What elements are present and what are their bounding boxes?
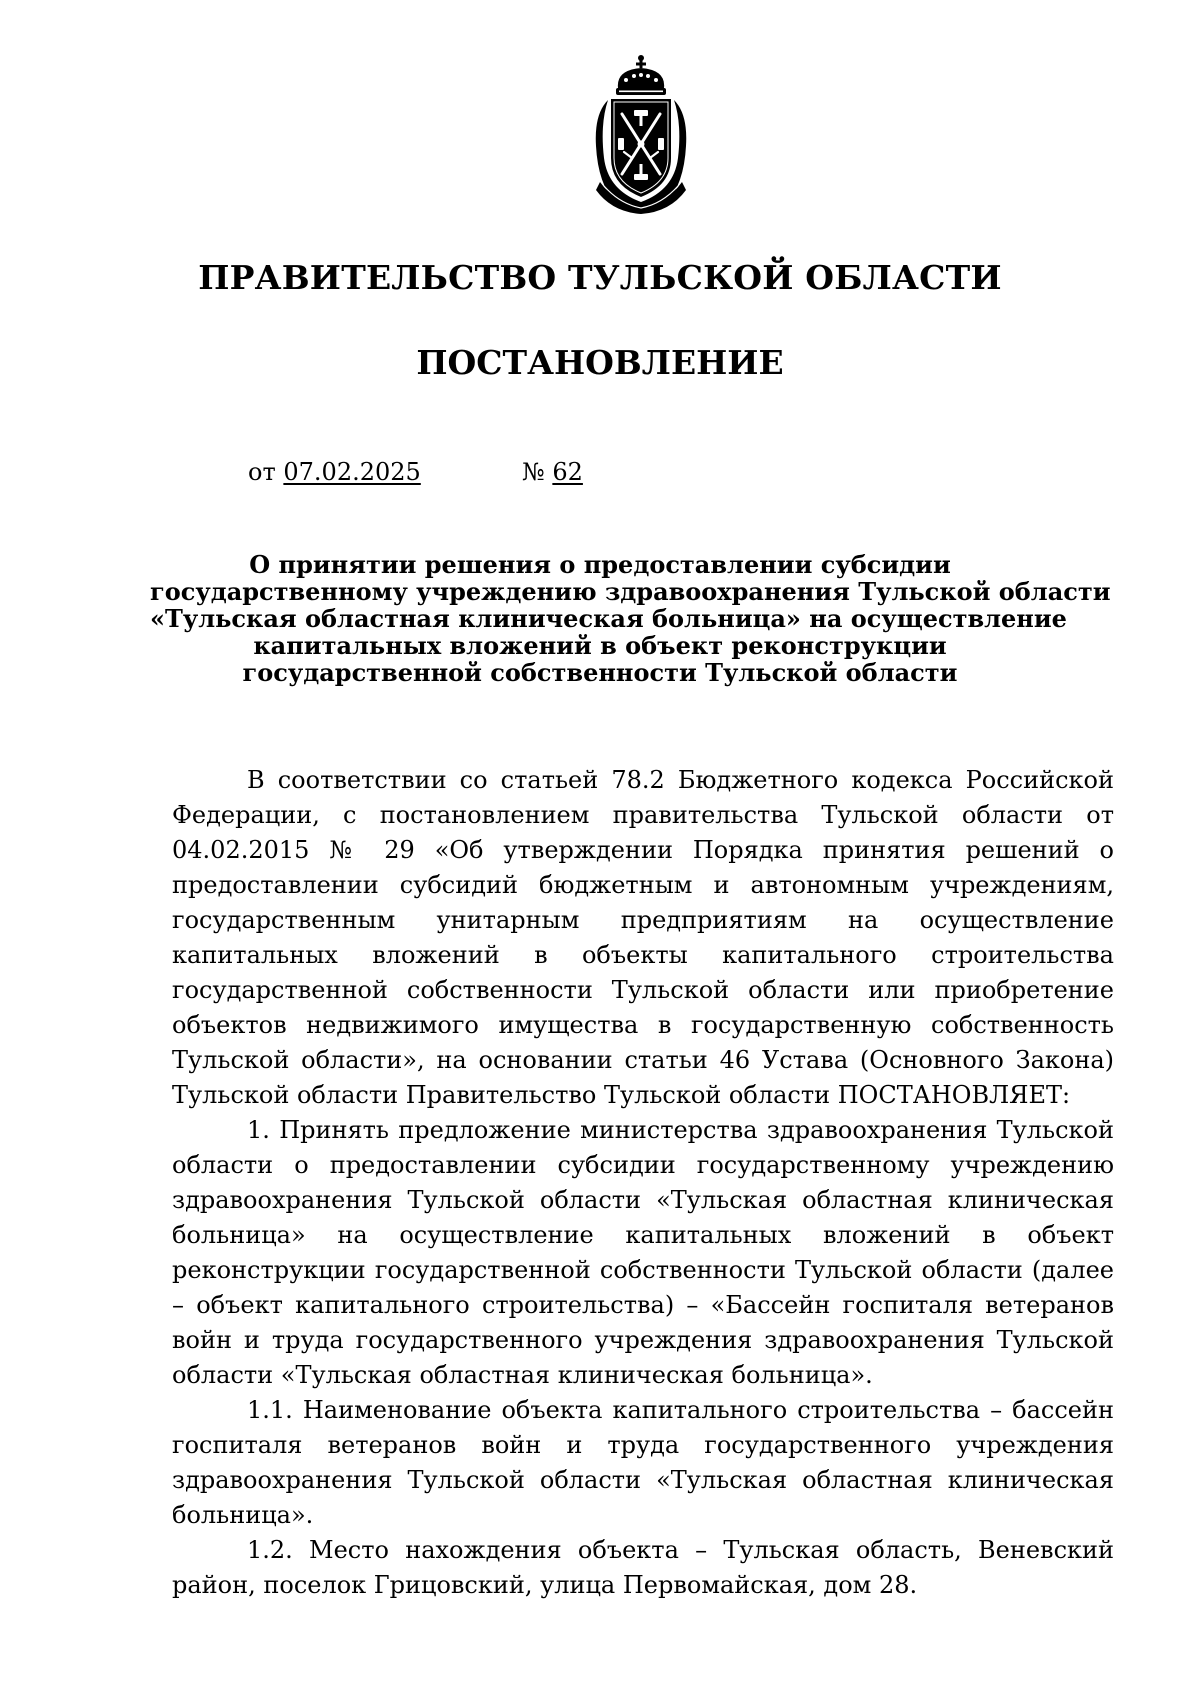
document-number [522, 458, 583, 486]
heading-line: О принятии решения о предоставлении субсидии [249, 550, 951, 579]
document-type: ПОСТАНОВЛЕНИЕ [416, 343, 784, 382]
government-title: ПРАВИТЕЛЬСТВО ТУЛЬСКОЙ ОБЛАСТИ [198, 258, 1002, 297]
heading-line: государственной собственности Тульской области [242, 658, 958, 687]
document-heading [150, 550, 1111, 687]
clause-1-1-paragraph: 1.1. Наименование объекта капитального строительства – бассейн госпиталя ветеранов войн и труда государственного учреждения здравоохранения Тульской области «Тульская областная клиническая больница». [172, 1396, 1114, 1529]
date-value: 07.02.2025 [283, 458, 421, 486]
clause-1-paragraph: 1. Принять предложение министерства здравоохранения Тульской области о предоставлении субсидии государственному учреждению здравоохранения Тульской области «Тульская областная клиническая больница» на осуществление капитальных вложений в объект реконструкции государственной собственности Тульской области (далее – объект капитального строительства) – «Бассейн госпиталя ветеранов войн и труда государственного учреждения здравоохранения Тульской области «Тульская областная клиническая больница». [172, 1116, 1114, 1389]
number-prefix: № [522, 458, 545, 486]
date-prefix: от [248, 458, 276, 486]
preamble-paragraph: В соответствии со статьей 78.2 Бюджетного кодекса Российской Федерации, с постановлением правительства Тульской области от 04.02.2015 № 29 «Об утверждении Порядка принятия решений о предоставлении субсидий бюджетным и автономным учреждениям, государственным унитарным предприятиям на осуществление капитальных вложений в объекты капитального строительства государственной собственности Тульской области или приобретение объектов недвижимого имущества в государственную собственность Тульской области», на основании статьи 46 Устава (Основного Закона) Тульской области Правительство Тульской области ПОСТАНОВЛЯЕТ: [172, 766, 1114, 1109]
document-date [248, 458, 421, 486]
heading-line: «Тульская областная клиническая больница» на осуществление [150, 604, 1067, 633]
tula-region-coat-of-arms-icon [586, 54, 696, 214]
heading-line: капитальных вложений в объект реконструкции [253, 631, 947, 660]
clause-1-2-paragraph: 1.2. Место нахождения объекта – Тульская область, Веневский район, поселок Грицовский, улица Первомайская, дом 28. [172, 1536, 1114, 1599]
document-body [172, 763, 1114, 1603]
heading-line: государственному учреждению здравоохранения Тульской области [150, 577, 1111, 606]
number-value: 62 [552, 458, 583, 486]
